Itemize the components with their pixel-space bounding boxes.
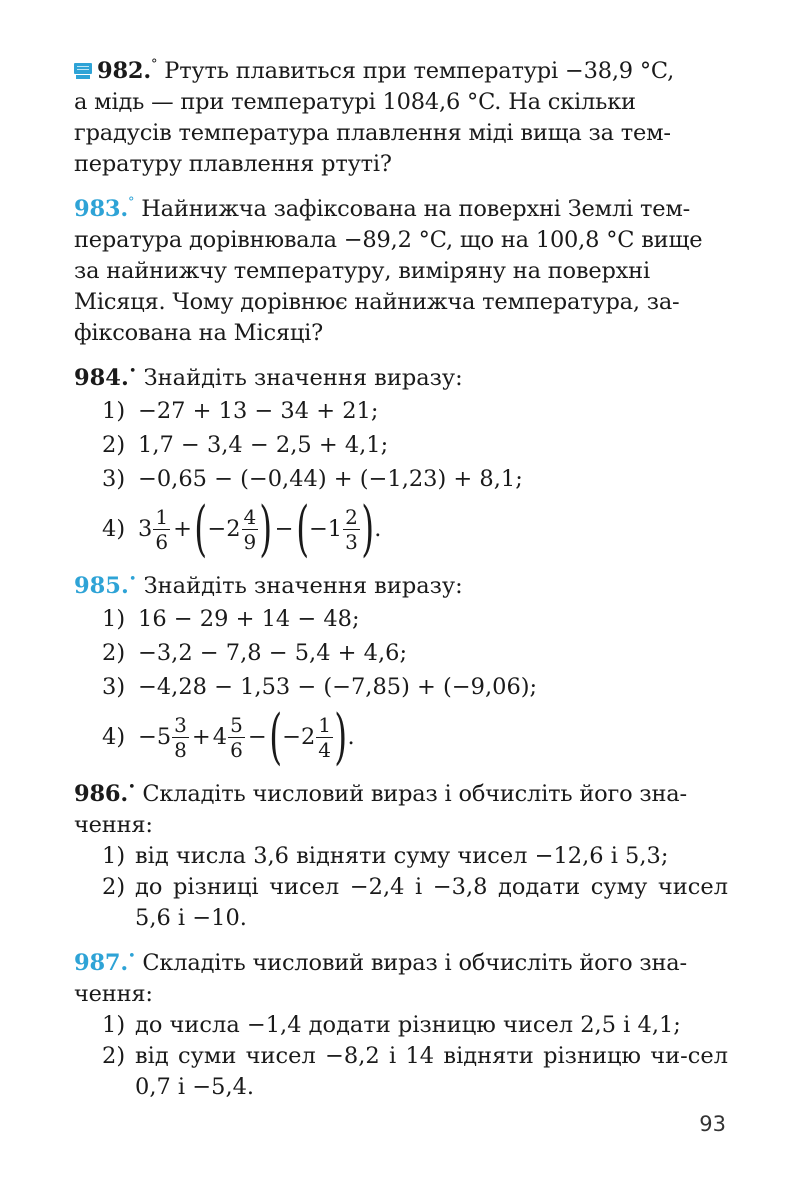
list-item: 2) 1,7 − 3,4 − 2,5 + 4,1; <box>102 432 389 458</box>
right-paren: ) <box>334 702 348 772</box>
list-item: 2) від суми чисел −8,2 і 14 відняти різницю чи-сел 0,7 і −5,4. <box>102 1043 728 1100</box>
exercise-number: 986. <box>74 781 128 807</box>
fraction-expression: 4) −5 $\frac{3}{8}$ + 4 $\frac{5}{6}$ − ( −2 $\frac{1}{4}$ ) . <box>102 702 355 772</box>
fraction: $\frac{1}{6}$ <box>155 504 169 554</box>
left-paren: ( <box>295 494 309 564</box>
left-paren: ( <box>194 494 208 564</box>
list-item: 1) 16 − 29 + 14 − 48; <box>102 606 360 632</box>
difficulty-mark: ° <box>151 56 158 72</box>
list-item: 2) до різниці чисел −2,4 і −3,8 додати суму чисел 5,6 і −10. <box>102 874 728 931</box>
task-text: Знайдіть значення виразу: <box>143 573 463 599</box>
difficulty-mark: ° <box>128 194 135 210</box>
text-line: пература дорівнювала −89,2 °C, що на 100,8 °C вище <box>74 227 703 253</box>
difficulty-mark: • <box>128 363 137 379</box>
difficulty-mark: • <box>128 948 136 964</box>
fraction: $\frac{5}{6}$ <box>230 712 243 762</box>
text-line: градусів температура плавлення міді вища за тем- <box>74 120 671 146</box>
difficulty-mark: • <box>128 571 137 587</box>
right-paren: ) <box>259 494 273 564</box>
list-item: 1) від числа 3,6 відняти суму чисел −12,6 і 5,3; <box>102 843 669 869</box>
list-item: 2) −3,2 − 7,8 − 5,4 + 4,6; <box>102 640 408 666</box>
task-text: Знайдіть значення виразу: <box>143 365 463 391</box>
fraction-expression: 4) 3 $\frac{1}{6}$ + ( −2 $\frac{4}{9}$ ) − ( −1 $\frac{2}{3}$ ) . <box>102 494 382 564</box>
fraction: $\frac{1}{4}$ <box>318 712 332 762</box>
list-item: 3) −4,28 − 1,53 − (−7,85) + (−9,06); <box>102 674 538 700</box>
fraction: $\frac{3}{8}$ <box>174 712 187 762</box>
text-line: чення: <box>74 981 153 1007</box>
exercise-number: 984. <box>74 365 129 391</box>
list-item: 1) −27 + 13 − 34 + 21; <box>102 398 379 424</box>
text-line: чення: <box>74 812 153 838</box>
right-paren: ) <box>361 494 375 564</box>
page-number: 93 <box>699 1112 726 1136</box>
exercise-987 <box>74 948 728 1010</box>
textbook-page <box>74 56 728 1103</box>
text-line: за найнижчу температуру, виміряну на поверхні <box>74 258 650 284</box>
list-item: 1) до числа −1,4 додати різницю чисел 2,5 і 4,1; <box>102 1012 681 1038</box>
exercise-985 <box>74 571 728 602</box>
text-line: Місяця. Чому дорівнює найнижча температура, за- <box>74 289 680 315</box>
exercise-983 <box>74 194 728 349</box>
exercise-number: 983. <box>74 196 128 222</box>
list-item: 3) −0,65 − (−0,44) + (−1,23) + 8,1; <box>102 466 523 492</box>
fraction: $\frac{4}{9}$ <box>243 504 257 554</box>
left-paren: ( <box>268 702 282 772</box>
text-line: Складіть числовий вираз і обчисліть його зна- <box>142 950 687 976</box>
exercise-984 <box>74 363 728 394</box>
text-line: Найнижча зафіксована на поверхні Землі тем- <box>141 196 691 222</box>
exercise-number: 985. <box>74 573 129 599</box>
text-line: фіксована на Місяці? <box>74 320 323 346</box>
monitor-icon <box>74 63 92 79</box>
difficulty-mark: • <box>128 779 136 795</box>
exercise-986 <box>74 779 728 841</box>
text-line: Складіть числовий вираз і обчисліть його зна- <box>142 781 687 807</box>
text-line: пературу плавлення ртуті? <box>74 151 392 177</box>
fraction: $\frac{2}{3}$ <box>345 504 358 554</box>
exercise-number: 987. <box>74 950 128 976</box>
text-line: а мідь — при температурі 1084,6 °C. На скільки <box>74 89 636 115</box>
exercise-number: 982. <box>97 58 151 84</box>
text-line: Ртуть плавиться при температурі −38,9 °C, <box>164 58 675 84</box>
exercise-982 <box>74 56 728 180</box>
